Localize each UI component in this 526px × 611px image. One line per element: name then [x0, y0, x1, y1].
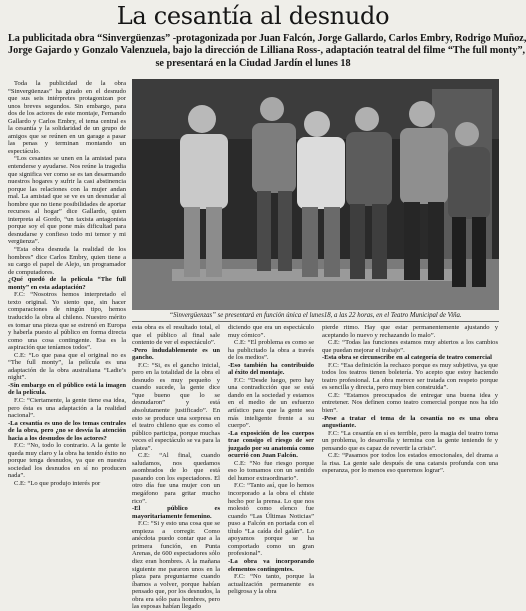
photo-caption: “Sinvergüenzas” se presentará en función única el lunes18, a las 22 horas, en el Teatro Municipal de Viña. — [169, 312, 462, 319]
question-paragraph: -La cesantía es uno de los temas centrales de la obra, pero ¿no se desvía la atención hacia a los desnudos de los actores? — [8, 419, 126, 442]
body-paragraph: F.C: “Tanto así, que lo hemos incorporado a la obra el chiste hecho por la prensa. Lo que nos molestó como elenco fue cuando “Las Últimas Noticias” puso a Falcón en portada con el título “La caída del galán”. Lo apoyamos porque se ha comportado como un gran profesional”. — [228, 482, 314, 558]
body-paragraph: C.E: “Todas las funciones estamos muy abiertos a los cambios que puedan mejorar el trabajo”. — [322, 339, 498, 354]
article-column-1 — [8, 80, 126, 596]
question-paragraph: -Eso también ha contribuido al éxito del montaje. — [228, 361, 314, 377]
lead-line-1: La publicitada obra “Sinvergüenzas” -protagonizada por Juan Falcón, Jorge Gallardo, Carlos Embry, Rodrigo Muñoz, — [8, 33, 526, 44]
headline: La cesantía al desnudo — [116, 2, 390, 30]
stage-photo — [132, 79, 499, 310]
question-paragraph: -La obra va incorporando elementos contingentes. — [228, 557, 314, 573]
lead-line-3: se presentará en la Ciudad Jardín el lunes 18 — [155, 57, 351, 69]
body-paragraph: Toda la publicidad de la obra “Sinvergüenzas” ha girado en el desnudo que sus seis intérpretes protagonizan por unos breves segundos. Sin embargo, para dos de los actores de este montaje, Fernando Gallardo y Carlos Embry, el tema central es la cesantía y la solidaridad de un grupo de amigos que se reúnen en un garage a pasar las penas y terminan montando un espectáculo. — [8, 80, 126, 155]
question-paragraph: -Esta obra se circunscribe en al categoría de teatro comercial — [322, 354, 492, 362]
body-paragraph: F.C: “Si y esto una cosa que se empieza a corregir. Como anécdota puedo contar que a la primera función, en Punta Arenas, de 600 espectadores sólo diez eran hombres. A la mañana siguiente me pararon unos en la plaza para preguntarme cuando íbamos a volver, porque habían pensado que, por los desnudos, la obra era sólo para hombres, pero las esposas habían llegado — [132, 520, 220, 611]
lead-line-2: Jorge Gajardo y Gonzalo Valenzuela, bajo la dirección de Lilliana Ross-, adaptación teatral del filme “The full monty”, — [8, 45, 526, 57]
question-paragraph: ¿Qué quedó de la película “The full monty” en esta adaptación? — [8, 276, 126, 291]
body-paragraph: F.C: “No tanto, porque la actualización permanente es peligrosa y la obra — [228, 573, 314, 596]
body-paragraph: C.E: “Estamos preocupados de entregar una buena idea y entretener. Nos definen como teatro comercial porque nos ha ido bien”. — [322, 391, 498, 415]
question-paragraph: -Pero indudablemente es un gancho. — [132, 346, 220, 362]
body-paragraph: C.E: “Al final, cuando saludamos, nos quedamos asombrados de lo que está pasando con los espectadores. El otro día fue una mujer con un megáfono para gritar mucho rico”. — [132, 452, 220, 505]
lead-paragraph — [8, 33, 526, 70]
body-paragraph: esta obra es el resultado total, el que el público al final sale contento de ver el espectáculo”. — [132, 324, 220, 347]
body-paragraph: F.C: “Desde luego, pero hay una contradicción que se está dando en la sociedad y estamos en el medio de un esfuerzo artístico para que la gente sea más inteligente frente a su cuerpo”. — [228, 376, 314, 430]
body-paragraph: F.C: “Si, es el gancho inicial, pero en la totalidad de la obra el desnudo es muy pequeño y cuando sucede, la gente dice “que bueno que lo se desnudaron” y está absolutamente justificado”. En esto se produce una sorpresa en el teatro chileno que es como el público participa, porque muchas veces el espectáculo se va para la platea”. — [132, 361, 220, 452]
body-paragraph: F.C: “Ciertamente, la gente tiene esa idea, pero ésta es una adaptación a la realidad nacional”. — [8, 396, 126, 420]
question-paragraph: -La exposición de los cuerpos trae consigo el riesgo de ser juzgado por su anatomía como ocurrió con Juan Falcón. — [228, 429, 314, 460]
body-paragraph: C.E: “No fue riesgo porque eso lo tomamos con un sentido del humor extraordinario”. — [228, 459, 314, 482]
stage-photo-image — [132, 79, 499, 310]
article-column-2 — [132, 324, 220, 611]
body-paragraph: C.E: “Pasamos por todos los estados emocionales, del drama a la risa. La gente sale después de una catarsis profunda con una esperanza, por lo menos eso queremos lograr”. — [322, 452, 498, 475]
article-column-4 — [322, 324, 498, 596]
body-paragraph: F.C: “No, todo lo contrario. A la gente le queda muy claro y la obra ha tenido éxito no porque tenga desnudos, ya que en nuestra sociedad los desnudos en sí no producen nada”. — [8, 442, 126, 480]
body-paragraph: pierde ritmo. Hay que estar permanentemente ajustando y aceptando lo nuevo y rechazando lo malo”. — [322, 324, 498, 339]
body-paragraph: C.E: “El problema es como se ha publicitado la obra a través de los medios”. — [228, 339, 314, 362]
body-paragraph: “Los cesantes se unen en la amistad para entenderse y ayudarse. Nos reúne la tragedia que significa ver como se es tan desarmando nuestros hogares y sufrir la casi abstinencia porque las relaciones con la mujer andan mal. La amistad que se ve es un desnudar al hombre que no tiene posibilidades de aportar recursos al hogar” dice Gallardo, quien interpreta al Gordo, “un taxista antagonista porque soy el que pone más dificultad para desnudarse y confieso todo mi temor y mi vergüenza”. — [8, 155, 126, 246]
question-paragraph: -Pese a tratar el tema de la cesantía no es una obra angustiante. — [322, 414, 498, 430]
article-column-3 — [228, 324, 314, 596]
body-paragraph: diciendo que era un espectáculo muy cómico”. — [228, 324, 314, 339]
question-paragraph: -Sin embargo en el público está la imagen de la película. — [8, 381, 126, 397]
question-paragraph: -El público es mayoritariamente femenino. — [132, 505, 220, 520]
body-paragraph: C.E: “Lo que produjo interés por — [14, 479, 101, 487]
body-paragraph: C.E: “Lo que pasa que el original no es “The full monty”, la película es una adaptación de la obra australiana “Ladie’s night”. — [8, 351, 126, 382]
body-paragraph: “Esta obra desnuda la realidad de los hombres” dice Carlos Embry, quien tiene a su cargo el papel de Alejo, un programador de computadores. — [8, 246, 126, 276]
body-paragraph: F.C: “Esa definición la rechazo porque es muy subjetiva, ya que todos los teatros tienen boletería. Yo acepto que estoy haciendo teatro profesional. La obra merece ser tratada con respeto porque es sencilla y directa, pero muy bien construida”. — [322, 361, 498, 392]
caption-divider — [132, 321, 499, 322]
body-paragraph: F.C: “Nosotros hemos interpretado el texto original. Yo siento que, sin hacer comparaciones de ningún tipo, hemos traducido la obra al chileno. Nuestro mérito es tomar una pieza que se estrenó en Europa y haberla puesto al público en forma directa como una cosa contingente. Esa es la aspiración que teníamos todos”. — [8, 291, 126, 352]
body-paragraph: F.C: “La cesantía en sí es terrible, pero la magia del teatro toma un problema, lo desarrolla y termina con la gente teniendo fe y pensando que es capaz de revertir la crisis”. — [322, 429, 498, 452]
